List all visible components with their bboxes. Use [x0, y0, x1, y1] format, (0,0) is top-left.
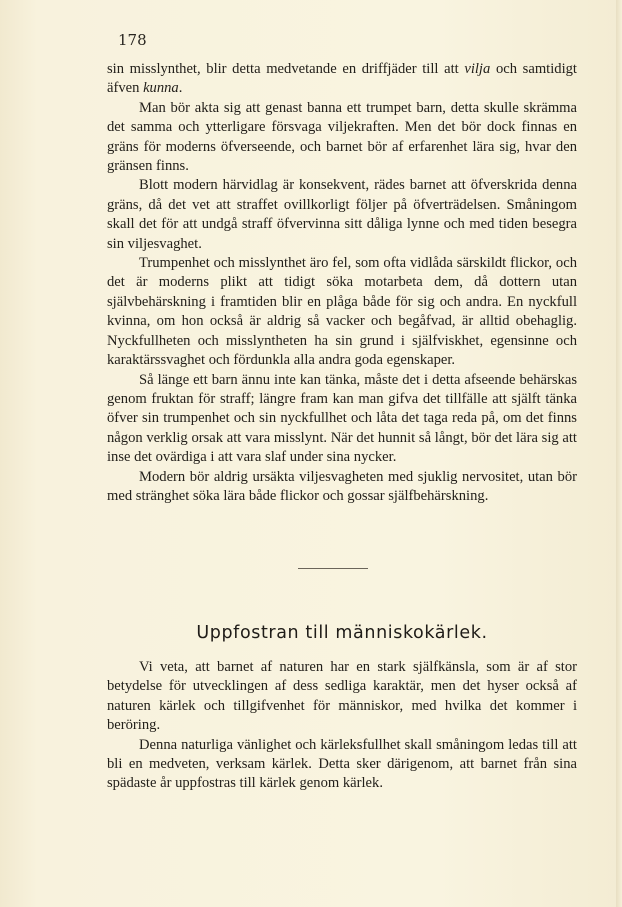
- paragraph-1-emphasis-kunna: kunna: [143, 80, 179, 97]
- bottom-text-block: [107, 658, 577, 794]
- paragraph-1-emphasis-vilja: vilja: [464, 61, 491, 77]
- paragraph-8: Denna naturliga vänlighet och kärleksfullhet skall småningom ledas till att bli en medveten, verksam kärlek. Detta sker därigenom, att barnet från sina spädaste år uppfostras till kärlek genom kärlek.: [107, 736, 577, 792]
- paragraph-1-text: sin misslynthet, blir detta medvetande en driffjäder till att: [107, 61, 465, 77]
- paragraph-7: Vi veta, att barnet af naturen har en stark själfkänsla, som är af stor betydelse för utvecklingen af dess sedliga karaktär, men det hyser också af naturen kärlek och tillgifvenhet för människor, med hvilka det kommer i beröring.: [107, 659, 577, 734]
- page-number: 178: [118, 31, 147, 49]
- paragraph-3: Blott modern härvidlag är konsekvent, rädes barnet att öfverskrida denna gräns, då det vet att straffet ovillkorligt följer på öfverträdelsen. Småningom skall det för att undgå straff öfvervinna sitt dåliga lynne och med tiden besegra sin viljesvaghet.: [107, 177, 577, 252]
- paragraph-4: Trumpenhet och misslynthet äro fel, som ofta vidlåda särskildt flickor, och det är moderns plikt att tidigt söka motarbeta dem, då dottern utan självbehärskning i framtiden blir en plåga både för sig och andra. En nyckfull kvinna, om hon också är aldrig så vacker och begåfvad, är alltid obehaglig. Nyckfullheten och misslyntheten ha sin grund i själfviskhet, egensinne och karaktärssvaghet och fördunkla alla andra goda egenskaper.: [107, 255, 577, 369]
- section-heading: Uppfostran till människokärlek.: [196, 623, 488, 643]
- paragraph-2: Man bör akta sig att genast banna ett trumpet barn, detta skulle skrämma det samma och ytterligare försvaga viljekraften. Men det bör dock finnas en gräns för moderns öfverseende, och barnet bör af erfarenhet lära sig, hvar den gränsen finns.: [107, 99, 577, 175]
- top-text-block: [107, 60, 577, 506]
- section-divider: [298, 568, 368, 569]
- paragraph-6: Modern bör aldrig ursäkta viljesvagheten med sjuklig nervositet, utan bör med stränghet söka lära både flickor och gossar själfbehärskning.: [107, 468, 577, 504]
- paragraph-1-text-continued: och samtidigt äfven: [107, 61, 577, 97]
- paragraph-5: Så länge ett barn ännu inte kan tänka, måste det i detta afseende behärskas genom fruktan för straff; längre fram kan man gifva det tillfälle att själft tänka öfver sin trumpenhet och sin nyckfullhet och låta det taga reda på, om det finns någon verklig orsak att vara misslynt. När det hunnit så långt, bör det lära sig att inse det ovärdiga i att vara slaf under sina nycker.: [107, 371, 577, 466]
- paragraph-1: [107, 60, 577, 99]
- paragraph-1-end: .: [178, 80, 183, 97]
- page-edge: [616, 0, 622, 907]
